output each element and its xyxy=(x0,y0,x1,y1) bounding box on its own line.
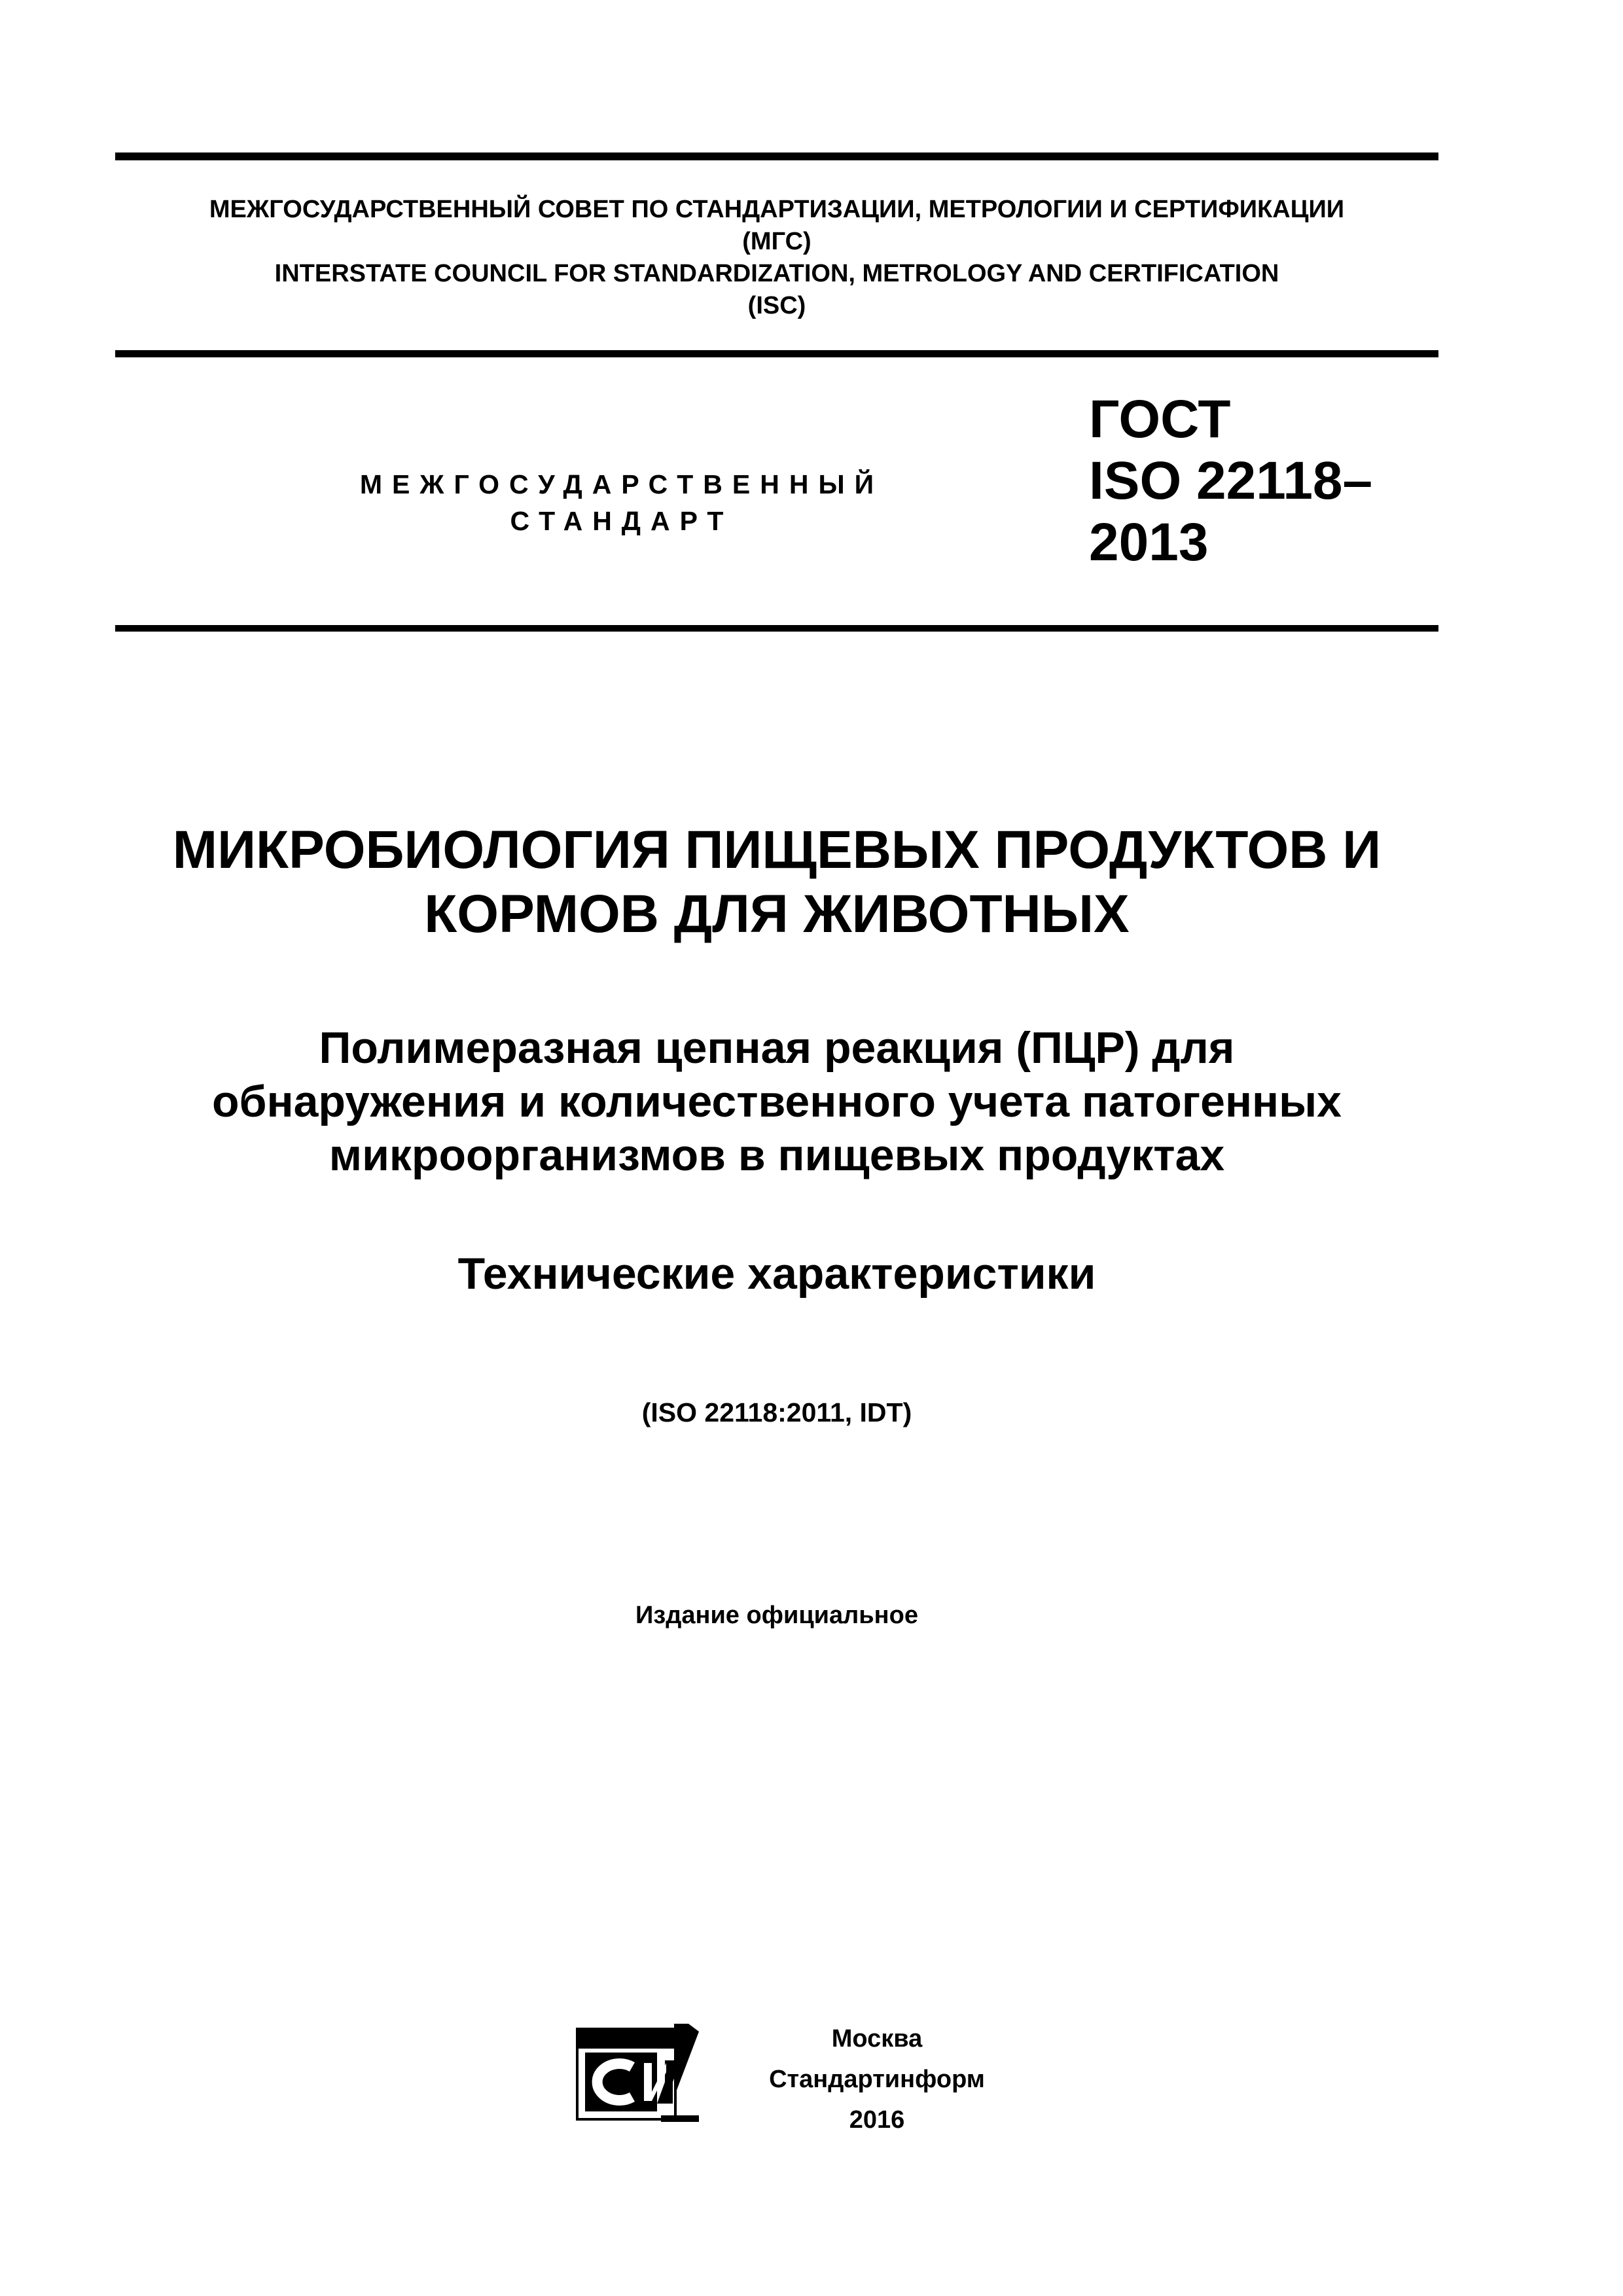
publisher-name: Стандартинформ xyxy=(769,2066,985,2093)
main-title-line2: КОРМОВ ДЛЯ ЖИВОТНЫХ xyxy=(424,884,1130,944)
publisher-year: 2016 xyxy=(849,2106,905,2134)
iso-reference: (ISO 22118:2011, IDT) xyxy=(641,1397,912,1427)
standard-bottom-rule xyxy=(115,625,1438,632)
council-name-en: INTERSTATE COUNCIL FOR STANDARDIZATION, METROLOGY AND CERTIFICATION xyxy=(274,260,1279,287)
council-abbr-en: (ISC) xyxy=(747,292,806,319)
main-title xyxy=(115,818,1438,946)
publisher-city: Москва xyxy=(831,2025,923,2053)
main-title-line1: МИКРОБИОЛОГИЯ ПИЩЕВЫХ ПРОДУКТОВ И xyxy=(172,820,1382,880)
header-bottom-rule xyxy=(115,350,1438,357)
gost-designation xyxy=(1089,389,1372,573)
subtitle xyxy=(115,1021,1438,1182)
logo-graphic xyxy=(576,2024,702,2126)
gost-line1: ГОСТ xyxy=(1089,389,1231,449)
official-edition: Издание официальное xyxy=(635,1602,918,1629)
council-abbr-ru: (МГС) xyxy=(742,228,812,255)
standard-type xyxy=(327,466,916,539)
subtitle-line3: микроорганизмов в пищевых продуктах xyxy=(329,1130,1225,1180)
standard-type-line2: СТАНДАРТ xyxy=(510,506,734,536)
subtitle-line2: обнаружения и количественного учета патогенных xyxy=(212,1077,1342,1126)
gost-line3: 2013 xyxy=(1089,512,1209,572)
top-rule xyxy=(115,152,1438,160)
council-header xyxy=(115,194,1438,322)
publisher-info xyxy=(720,2018,1034,2140)
standartinform-logo-icon xyxy=(576,2024,702,2126)
subtitle-line1: Полимеразная цепная реакция (ПЦР) для xyxy=(319,1023,1235,1073)
standard-type-line1: МЕЖГОСУДАРСТВЕННЫЙ xyxy=(359,469,884,499)
gost-line2: ISO 22118– xyxy=(1089,451,1373,511)
technical-spec-title: Технические характеристики xyxy=(457,1249,1096,1299)
council-name-ru: МЕЖГОСУДАРСТВЕННЫЙ СОВЕТ ПО СТАНДАРТИЗАЦИИ, МЕТРОЛОГИИ И СЕРТИФИКАЦИИ xyxy=(209,196,1345,223)
